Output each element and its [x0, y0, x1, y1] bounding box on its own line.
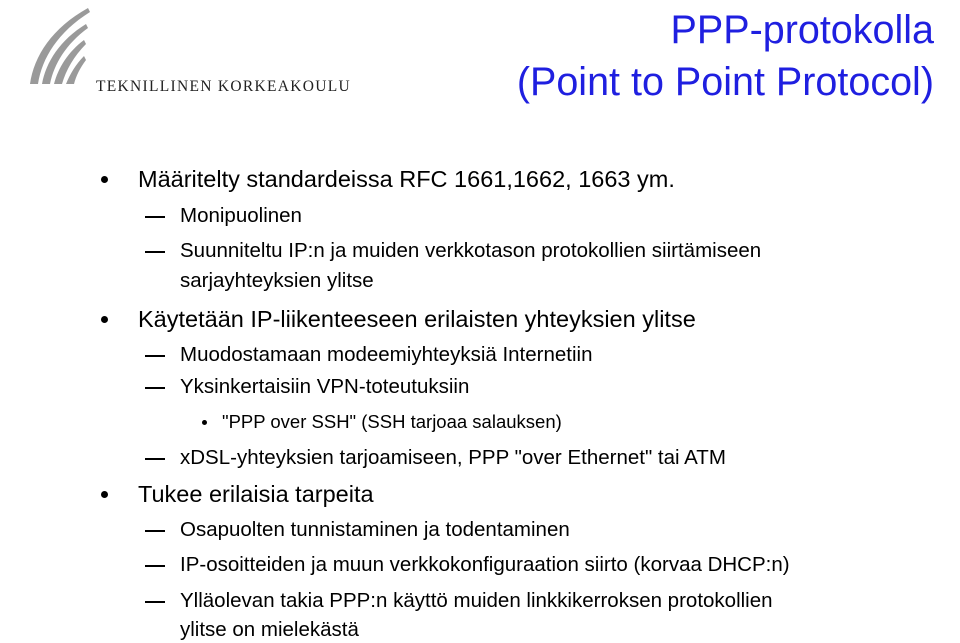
bullet-text: Osapuolten tunnistaminen ja todentaminen	[180, 518, 570, 541]
logo-text: TEKNILLINEN KORKEAKOULU	[96, 78, 352, 95]
bullet-text: IP-osoitteiden ja muun verkkokonfiguraation siirto (korvaa DHCP:n)	[180, 553, 790, 576]
bullet-text: xDSL-yhteyksien tarjoamiseen, PPP "over Ethernet" tai ATM	[180, 446, 726, 469]
sub-bullet-item	[180, 268, 374, 294]
bullet-item	[138, 166, 675, 192]
sub-sub-bullet-item	[222, 409, 562, 435]
bullet-text: sarjayhteyksien ylitse	[180, 269, 374, 292]
title-line-2: (Point to Point Protocol)	[516, 60, 934, 104]
bullet-text: Käytetään IP-liikenteeseen erilaisten yhteyksien ylitse	[138, 306, 696, 332]
dash-icon	[145, 387, 165, 389]
sub-bullet-item	[180, 203, 302, 229]
sub-bullet-item	[180, 588, 773, 614]
bullet-dot-icon	[202, 420, 207, 425]
sub-bullet-item	[180, 445, 726, 471]
bullet-text: Monipuolinen	[180, 204, 302, 227]
sub-bullet-item	[180, 342, 593, 368]
bullet-text: Suunniteltu IP:n ja muiden verkkotason protokollien siirtämiseen	[180, 239, 762, 262]
bullet-dot-icon	[101, 316, 108, 323]
dash-icon	[145, 530, 165, 532]
bullet-dot-icon	[101, 491, 108, 498]
dash-icon	[145, 565, 165, 567]
dash-icon	[145, 355, 165, 357]
sub-bullet-item	[180, 617, 359, 643]
sub-bullet-item	[180, 374, 469, 400]
bullet-dot-icon	[101, 176, 108, 183]
dash-icon	[145, 458, 165, 460]
bullet-text: "PPP over SSH" (SSH tarjoaa salauksen)	[222, 411, 562, 432]
bullet-text: Yksinkertaisiin VPN-toteutuksiin	[180, 375, 470, 398]
dash-icon	[145, 601, 165, 603]
bullet-text: Ylläolevan takia PPP:n käyttö muiden linkkikerroksen protokollien	[180, 589, 773, 612]
bullet-item	[138, 481, 374, 507]
dash-icon	[145, 251, 165, 253]
bullet-text: Tukee erilaisia tarpeita	[138, 481, 374, 507]
bullet-text: Määritelty standardeissa RFC 1661,1662, 1663 ym.	[138, 166, 675, 192]
sub-bullet-item	[180, 552, 790, 578]
bullet-text: ylitse on mielekästä	[180, 618, 359, 641]
dash-icon	[145, 216, 165, 218]
sub-bullet-item	[180, 517, 570, 543]
title-line-1: PPP-protokolla	[670, 8, 934, 52]
bullet-text: Muodostamaan modeemiyhteyksiä Internetiin	[180, 343, 593, 366]
bullet-item	[138, 306, 696, 332]
sub-bullet-item	[180, 238, 761, 264]
